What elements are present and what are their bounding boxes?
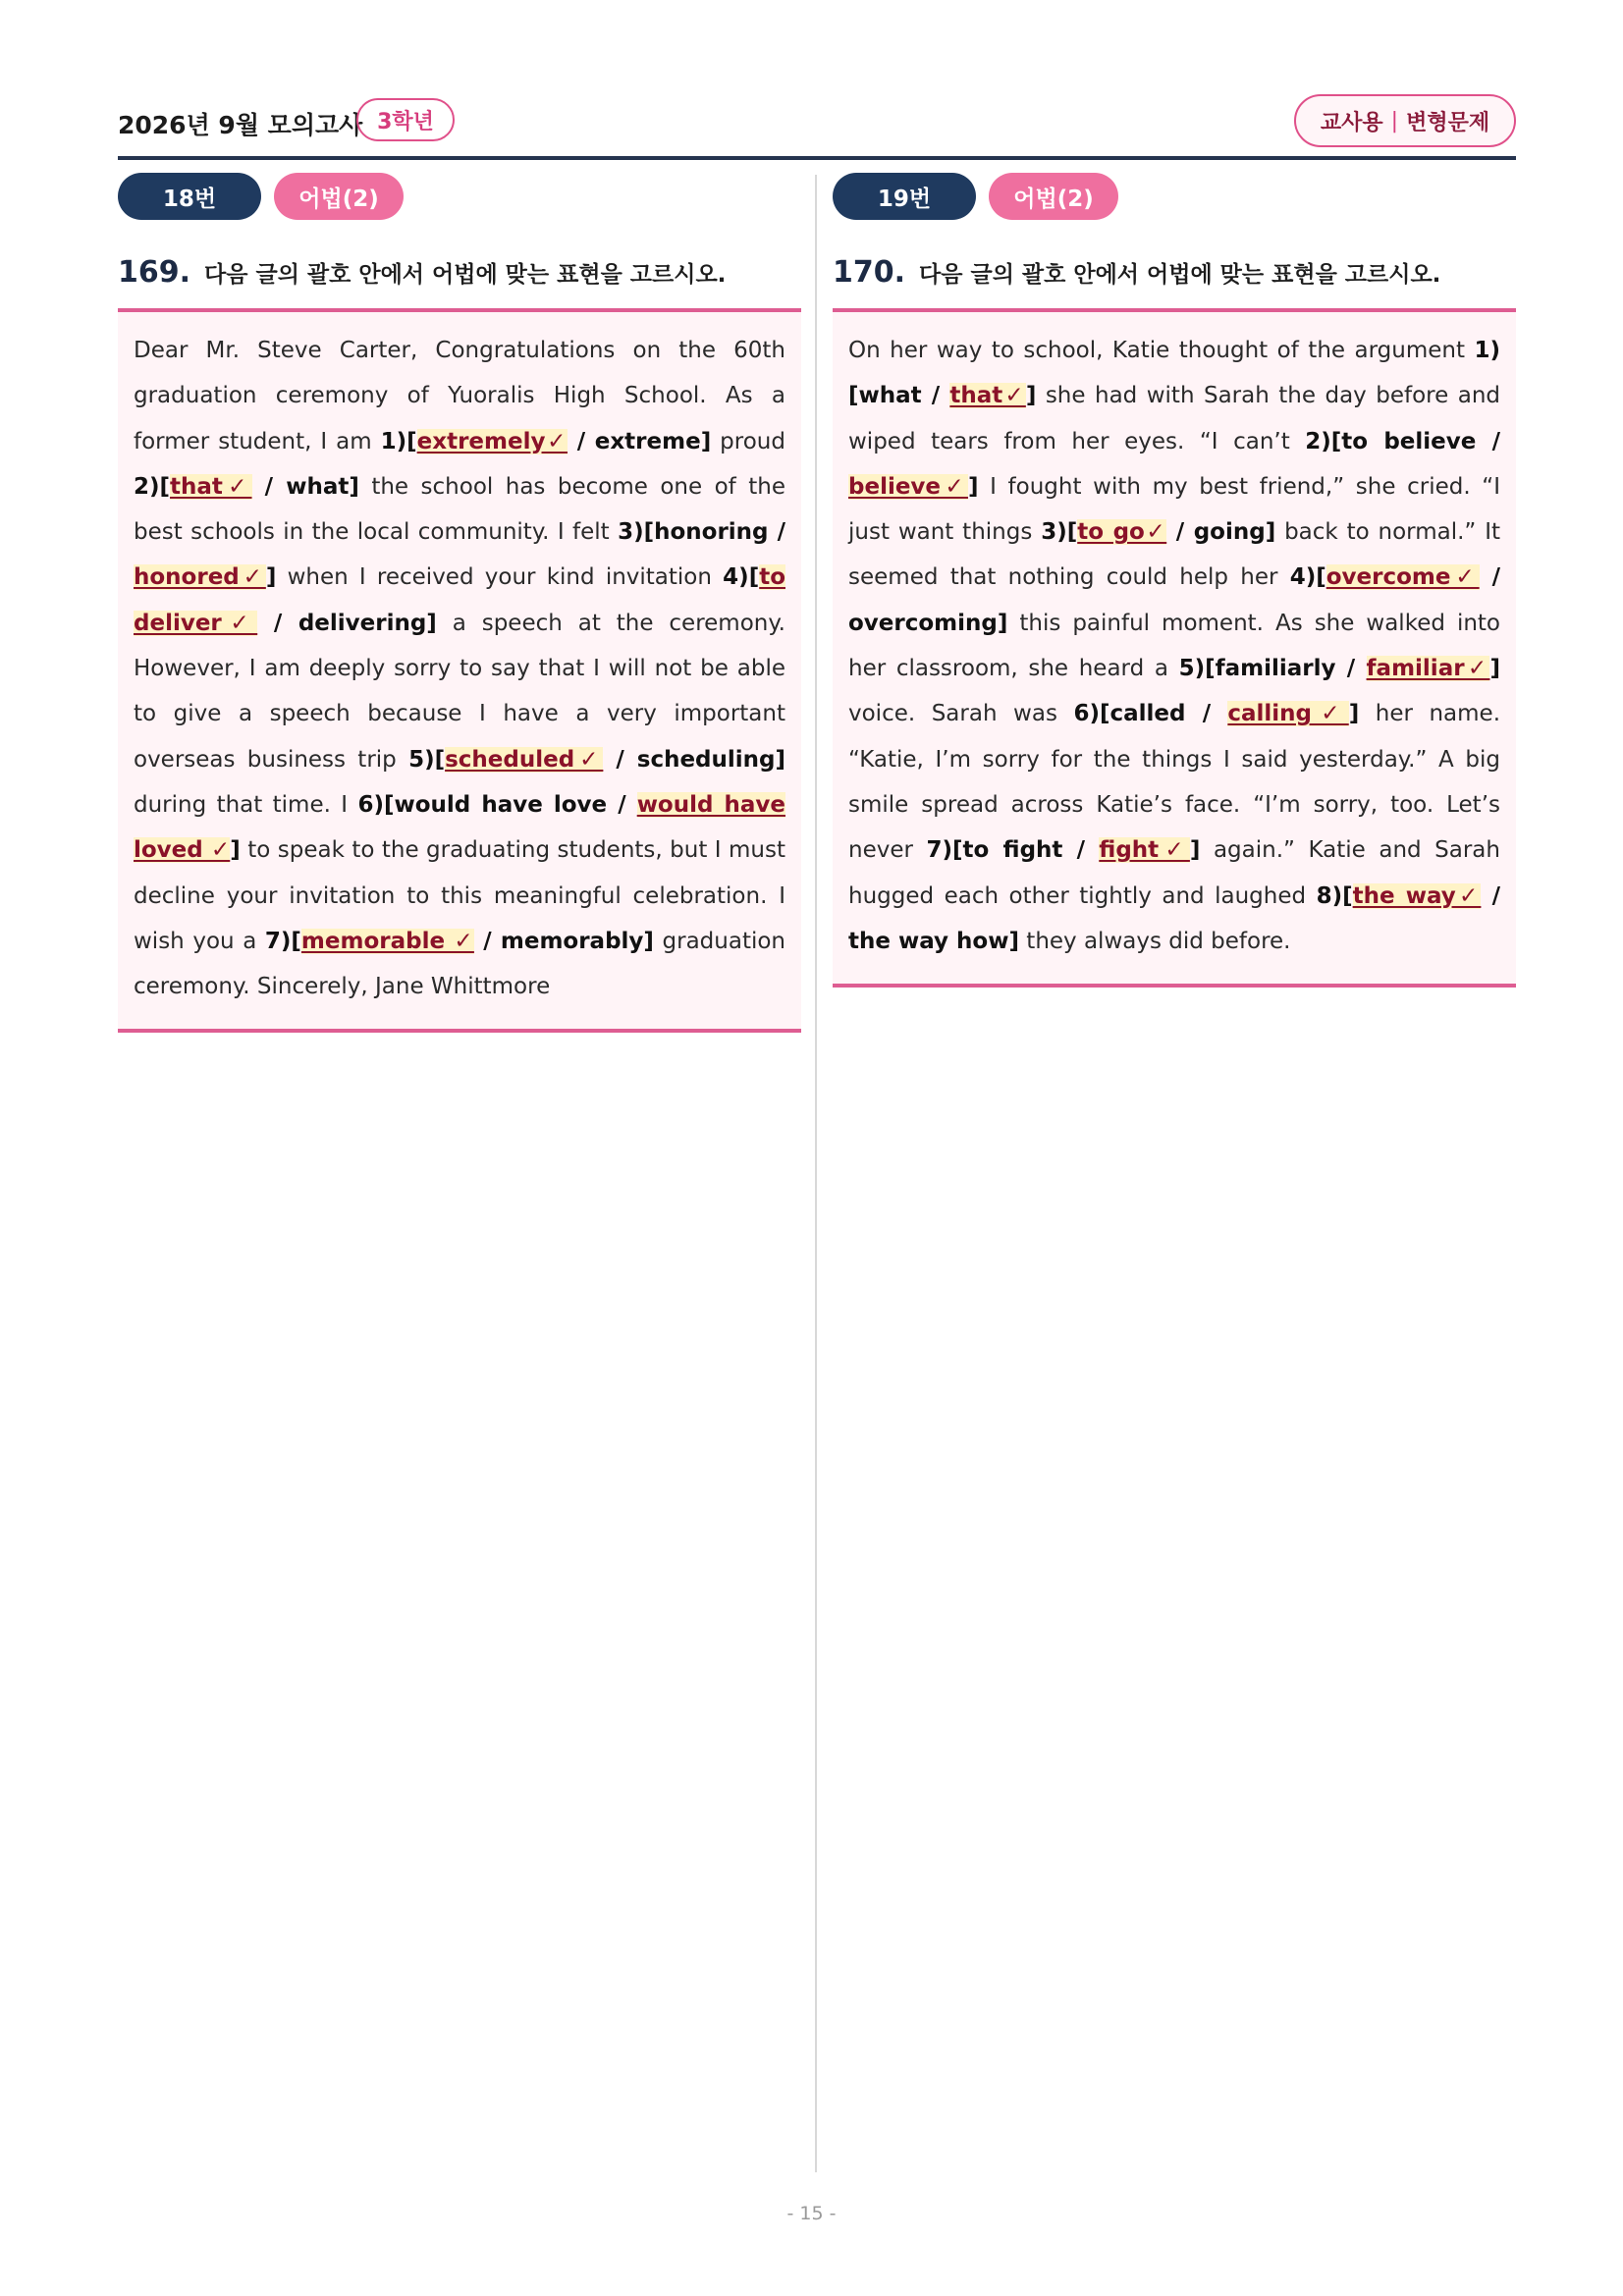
passage-text: when I received your kind invitation [276,564,724,591]
correct-answer: familiar✓ [1366,656,1490,682]
question-title [833,255,1516,298]
passage-text: again.” Katie and Sarah hugged each other tightly and laughed [848,837,1500,909]
choice-bracket: [ [406,428,417,454]
correct-answer: extremely✓ [416,428,568,454]
choice-bracket: ] [1189,837,1201,864]
choice-bracket: / overcoming] [848,564,1500,636]
choice-bracket: ] [1489,656,1500,682]
choice-bracket: 7)[to fight / [926,837,1100,864]
correct-answer: honored✓ [134,564,266,591]
question-title [118,255,801,298]
correct-answer: fight✓ [1099,837,1190,864]
question-number: 170. [833,255,906,290]
question-type-tag: 어법(2) [989,173,1118,220]
choice-bracket: ] [265,564,277,591]
passage-text: voice. Sarah was [848,701,1074,727]
passage-text: proud [711,428,785,454]
choice-bracket: 2)[ [134,473,171,500]
choice-bracket: 2)[to believe / [1305,428,1500,454]
choice-bracket: / going] [1166,519,1276,546]
question-type-tag: 어법(2) [274,173,404,220]
passage-text: during that time. I [134,791,358,818]
choice-bracket: / scheduling] [603,746,785,773]
choice-bracket: 5) [408,746,435,773]
choice-bracket: ] [230,837,241,864]
choice-bracket: [ [748,564,760,591]
choice-bracket: 3) [618,519,644,546]
correct-answer: memorable ✓ [300,928,474,954]
choice-bracket: 5)[familiarly / [1178,656,1367,682]
passage-text: they always did before. [1018,928,1291,954]
choice-bracket: ] [967,473,979,500]
choice-bracket: [ [1316,564,1326,591]
correct-answer: that✓ [170,473,252,500]
choice-bracket: / delivering] [257,610,437,636]
passage-text: graduation ceremony. Sincerely, Jane Whittmore [134,928,786,1000]
choice-bracket: [ [434,746,446,773]
choice-bracket: 1)[what / [848,338,1500,409]
edition-badge [1294,94,1516,147]
passage-text: the school has become one of the best schools in the local community. I felt [134,473,785,546]
passage-text: back to normal.” It seemed that nothing could help her [848,519,1501,591]
choice-bracket: 6)[would have love / [357,791,637,818]
correct-answer: calling✓ [1227,701,1349,727]
correct-answer: to go✓ [1077,519,1167,546]
choice-bracket: 4) [1289,564,1317,591]
correct-answer: the way✓ [1352,882,1482,909]
choice-bracket: 1) [380,428,407,454]
passage-text: her name. “Katie, I’m sorry for the things I said yesterday.” A big smile spread across Katie’s face. “I’m sorry, too. Let’s never [848,701,1501,864]
choice-bracket: 8)[ [1316,882,1353,909]
choice-bracket: ] [1348,701,1360,727]
choice-bracket: ] [1025,383,1037,409]
choice-bracket: / the way how] [848,882,1500,954]
page-number: - 15 - [786,2203,837,2224]
passage-box [118,308,801,1033]
question-instruction: 다음 글의 괄호 안에서 어법에 맞는 표현을 고르시오. [919,262,1441,288]
correct-answer: to deliver✓ [134,564,785,636]
passage-box [833,308,1516,988]
question-column-left [118,173,801,1033]
edition-separator: | [1390,108,1399,133]
passage-text: to speak to the graduating students, but I must decline your invitation to this meaningful celebration. I wish you a [134,837,785,954]
choice-bracket: 4) [723,564,749,591]
question-tags [833,173,1516,222]
passage-text: a speech at the ceremony. However, I am deeply sorry to say that I will not be able to give a speech because I have a very important overseas business trip [134,610,785,773]
choice-bracket: / memorably] [473,928,654,954]
choice-bracket: 7)[ [264,928,301,954]
correct-answer: that✓ [949,383,1026,409]
choice-bracket: 3)[ [1041,519,1078,546]
choice-bracket: [honoring / [643,519,785,546]
question-column-right [833,173,1516,988]
question-instruction: 다음 글의 괄호 안에서 어법에 맞는 표현을 고르시오. [204,262,727,288]
passage-text: she had with Sarah the day before and wiped tears from her eyes. “I can’t [848,383,1500,454]
source-number-tag: 19번 [833,173,976,220]
correct-answer: believe✓ [848,473,968,500]
passage-text: this painful moment. As she walked into her classroom, she heard a [848,610,1500,682]
choice-bracket: 6)[called / [1073,701,1228,727]
column-divider [815,175,817,2172]
teacher-label: 교사용 [1320,110,1383,135]
choice-bracket: / extreme] [568,428,712,454]
type-label: 변형문제 [1406,110,1490,135]
passage-text: I fought with my best friend,” she cried. “I just want things [848,473,1501,546]
choice-bracket: / what] [251,473,359,500]
question-tags [118,173,801,222]
source-number-tag: 18번 [118,173,261,220]
correct-answer: overcome✓ [1325,564,1480,591]
passage-text: Dear Mr. Steve Carter, Congratulations on the 60th graduation ceremony of Yuoralis High School. As a former student, I am [134,338,785,454]
page-header [118,96,1516,157]
correct-answer: scheduled✓ [445,746,604,773]
header-rule [118,156,1516,160]
passage-text: On her way to school, Katie thought of the argument [848,338,1475,363]
exam-title: 2026년 9월 모의고사 [118,111,363,139]
question-number: 169. [118,255,191,290]
correct-answer: would have loved ✓ [134,791,786,864]
grade-badge: 3학년 [356,98,455,141]
